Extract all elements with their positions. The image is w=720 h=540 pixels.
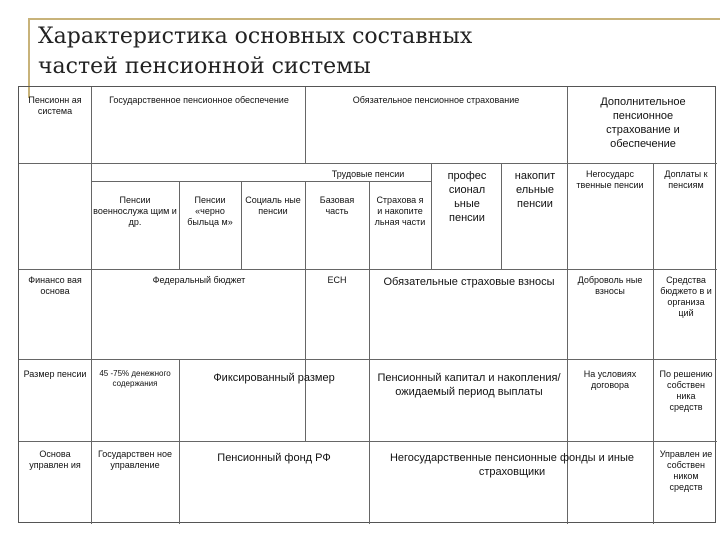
subheader-social: Социаль ные пенсии (245, 195, 301, 216)
row-divider (91, 181, 431, 182)
col-divider (305, 181, 306, 441)
title-frame-top (28, 18, 720, 20)
slide-title (38, 22, 638, 82)
subheader-labor-pensions: Трудовые пенсии (331, 169, 405, 179)
row-divider (19, 163, 567, 164)
col-divider (179, 181, 180, 269)
col-divider (369, 181, 370, 269)
col-divider (305, 87, 306, 163)
header-mandatory: Обязательное пенсионное страхование (352, 95, 520, 105)
subheader-military: Пенсии военнослужа щим и др. (93, 195, 177, 227)
size-nonstate: На условиях договора (583, 369, 637, 390)
col-divider (653, 163, 654, 524)
title-line-2: частей пенсионной системы (38, 54, 371, 79)
financing-label: Финансо вая основа (28, 275, 82, 296)
col-divider (91, 87, 92, 524)
col-divider (431, 163, 432, 269)
financing-state: Федеральный бюджет (152, 275, 246, 285)
management-fund: Пенсионный фонд РФ (217, 452, 331, 464)
col-divider (241, 181, 242, 269)
header-state: Государственное пенсионное обеспечение (109, 95, 289, 105)
subheader-chernobyl: Пенсии «черно быльца м» (187, 195, 233, 227)
pension-table (18, 86, 716, 523)
subheader-funded: накопит ельные пенсии (514, 170, 556, 210)
management-military: Государствен ное управление (98, 449, 172, 470)
size-capital: Пенсионный капитал и накопления/ожидаемый период выплаты (377, 372, 561, 398)
financing-mandatory: Обязательные страховые взносы (383, 276, 555, 288)
size-supplements: По решению собствен ника средств (659, 369, 713, 412)
management-label: Основа управлен ия (29, 449, 81, 470)
col-divider (369, 269, 370, 524)
col-divider (179, 359, 180, 524)
row-divider (19, 359, 717, 360)
management-supplements: Управлен ие собствен ником средств (659, 449, 713, 492)
title-line-1: Характеристика основных составных (38, 24, 473, 49)
header-system: Пенсионн ая система (28, 95, 82, 116)
subheader-professional: профес сионал ьные пенсии (447, 170, 487, 224)
row-divider (19, 269, 717, 270)
row-divider (567, 163, 717, 164)
row-divider (19, 441, 717, 442)
size-fixed: Фиксированный размер (213, 372, 335, 384)
financing-supplements: Средства бюджето в и организа ций (660, 275, 712, 318)
subheader-base-part: Базовая часть (319, 195, 355, 216)
financing-nonstate: Доброволь ные взносы (577, 275, 643, 296)
size-label: Размер пенсии (23, 369, 87, 379)
subheader-supplements: Доплаты к пенсиям (664, 169, 708, 190)
subheader-nonstate: Негосударс твенные пенсии (576, 169, 644, 190)
subheader-insurance-part: Страхова я и накопите льная части (374, 195, 426, 227)
financing-base: ЕСН (327, 275, 347, 285)
col-divider (501, 163, 502, 269)
management-nonstate-funds: Негосударственные пенсионные фонды и иные страховщики (389, 452, 635, 478)
header-additional: Дополнительное пенсионное страхование и обеспечение (600, 96, 686, 150)
size-military: 45 -75% денежного содержания (99, 369, 171, 388)
